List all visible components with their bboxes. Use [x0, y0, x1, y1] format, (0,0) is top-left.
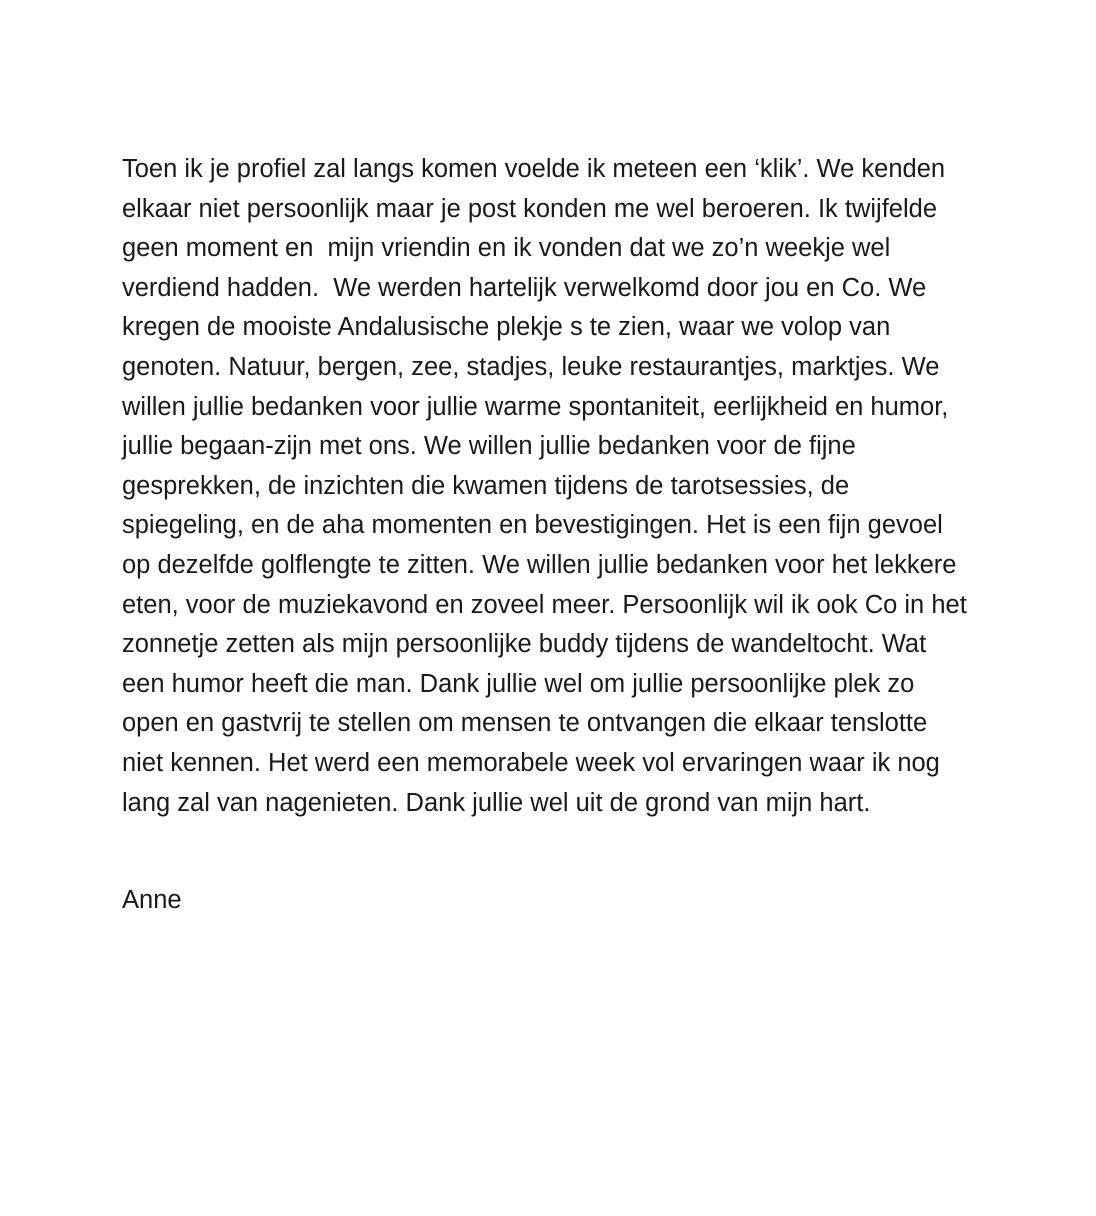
- testimonial-paragraph: Toen ik je profiel zal langs komen voelde ik meteen een ‘klik’. We kenden elkaar niet persoonlijk maar je post konden me wel beroeren. Ik twijfelde geen moment en mijn vriendin en ik vonden dat we zo’n weekje wel verdiend hadden. We werden hartelijk verwelkomd door jou en Co. We kregen de mooiste Andalusische plekje s te zien, waar we volop van genoten. Natuur, bergen, zee, stadjes, leuke restaurantjes, marktjes. We willen jullie bedanken voor jullie warme spontaniteit, eerlijkheid en humor, jullie begaan-zijn met ons. We willen jullie bedanken voor de fijne gesprekken, de inzichten die kwamen tijdens de tarotsessies, de spiegeling, en de aha momenten en bevestigingen. Het is een fijn gevoel op dezelfde golflengte te zitten. We willen jullie bedanken voor het lekkere eten, voor de muziekavond en zoveel meer. Persoonlijk wil ik ook Co in het zonnetje zetten als mijn persoonlijke buddy tijdens de wandeltocht. Wat een humor heeft die man. Dank jullie wel om jullie persoonlijke plek zo open en gastvrij te stellen om mensen te ontvangen die elkaar tenslotte niet kennen. Het werd een memorabele week vol ervaringen waar ik nog lang zal van nagenieten. Dank jullie wel uit de grond van mijn hart.: [122, 155, 974, 817]
- signature-name: Anne: [122, 886, 182, 915]
- document-body: [122, 150, 972, 946]
